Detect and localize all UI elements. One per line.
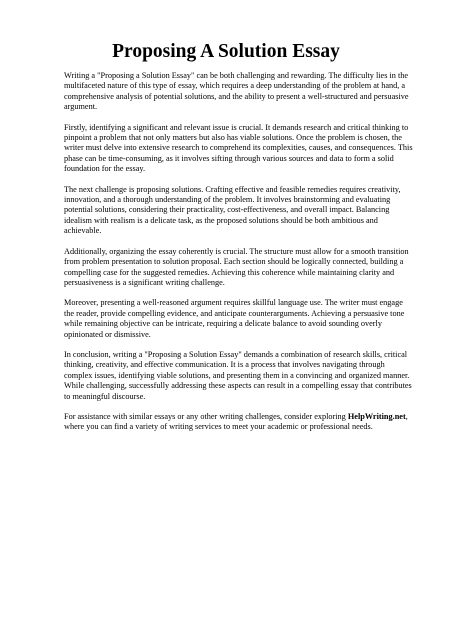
paragraph-conclusion: In conclusion, writing a "Proposing a Solution Essay" demands a combination of research skills, critical thinking, creativity, and effective communication. It is a process that involves navigating through complex issues, identifying viable solutions, and presenting them in a convincing and organized manner. While challenging, successfully addressing these aspects can result in a compelling essay that contributes to meaningful discourse. [64, 349, 412, 401]
paragraph-organizing: Additionally, organizing the essay coherently is crucial. The structure must allow for a smooth transition from problem presentation to solution proposal. Each section should be logically connected, building a compelling case for the suggested remedies. Achieving this coherence while maintaining clarity and persuasiveness is a significant writing challenge. [64, 246, 409, 287]
document-body [64, 71, 414, 443]
paragraph-argument: Moreover, presenting a well-reasoned argument requires skillful language use. The writer must engage the reader, provide compelling evidence, and anticipate counterarguments. Achieving a persuasive tone while remaining objective can be intricate, requiring a delicate balance to avoid sounding overly opinionated or dismissive. [64, 298, 405, 339]
paragraph-intro: Writing a "Proposing a Solution Essay" can be both challenging and rewarding. The difficulty lies in the multifaceted nature of this type of essay, which requires a deep understanding of the problem at hand, a comprehensive analysis of potential solutions, and the ability to present a well-structured and persuasive argument. [64, 71, 409, 112]
paragraph-assistance [64, 412, 414, 433]
assistance-text-before: For assistance with similar essays or any other writing challenges, consider exploring [64, 411, 348, 421]
paragraph-identifying-issue: Firstly, identifying a significant and relevant issue is crucial. It demands research and critical thinking to pinpoint a problem that not only matters but also has viable solutions. Once the problem is chosen, the writer must delve into extensive research to comprehend its complexities, causes, and consequences. This phase can be time-consuming, as it involves sifting through various sources and data to form a solid foundation for the essay. [64, 122, 413, 174]
helpwriting-link[interactable]: HelpWriting.net [347, 411, 406, 421]
paragraph-proposing-solutions: The next challenge is proposing solutions. Crafting effective and feasible remedies requires creativity, innovation, and a thorough understanding of the problem. It involves brainstorming and evaluating potential solutions, considering their practicality, cost-effectiveness, and overall impact. Balancing idealism with realism is a delicate task, as the proposed solutions should be both ambitious and achievable. [64, 184, 401, 236]
document-title: Proposing A Solution Essay [112, 41, 340, 62]
assistance-text-after: , where you can find a variety of writing services to meet your academic or professional needs. [64, 411, 408, 432]
